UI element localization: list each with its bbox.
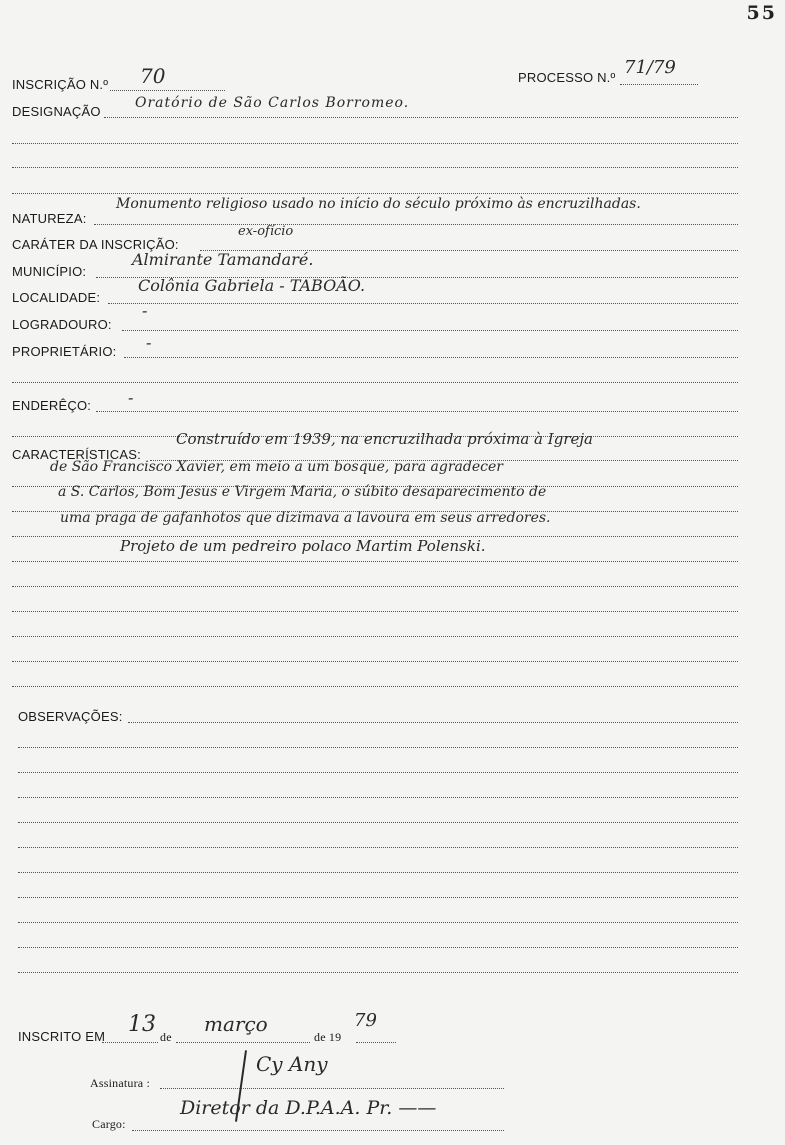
processo-value: 71/79 <box>624 57 676 78</box>
observacoes-line <box>128 722 738 723</box>
blank-line <box>18 797 738 798</box>
cargo-line <box>132 1130 504 1131</box>
blank-line <box>12 611 738 612</box>
assinatura-line <box>160 1088 504 1089</box>
logradouro-line <box>122 330 738 331</box>
mes-line <box>176 1042 310 1043</box>
designacao-value: Oratório de São Carlos Borromeo. <box>135 95 410 111</box>
cargo-value: Diretor da D.P.A.A. Pr. —— <box>180 1097 437 1119</box>
blank-line <box>18 947 738 948</box>
blank-line <box>18 897 738 898</box>
blank-line <box>12 143 738 144</box>
assinatura-label: Assinatura : <box>90 1076 151 1090</box>
blank-line <box>12 686 738 687</box>
caracteristicas-line-5: Projeto de um pedreiro polaco Martim Polenski. <box>120 537 486 555</box>
blank-line <box>12 661 738 662</box>
mes-value: março <box>204 1012 268 1036</box>
cargo-label: Cargo: <box>92 1117 126 1131</box>
proprietario-label: PROPRIETÁRIO: <box>12 344 117 359</box>
logradouro-value: - <box>142 301 148 320</box>
blank-line <box>18 747 738 748</box>
caracteristicas-line-3: a S. Carlos, Bom Jesus e Virgem Maria, o súbito desaparecimento de <box>58 484 547 500</box>
blank-line <box>18 872 738 873</box>
municipio-value: Almirante Tamandaré. <box>132 250 314 269</box>
ano-line <box>356 1042 396 1043</box>
page-number: 55 <box>746 2 777 24</box>
localidade-value: Colônia Gabriela - TABOÃO. <box>138 276 366 295</box>
inscrito-em-label: INSCRITO EM <box>18 1029 106 1044</box>
blank-line <box>18 922 738 923</box>
caracteristicas-line-2: de São Francisco Xavier, em meio a um bosque, para agradecer <box>50 459 503 475</box>
observacoes-label: OBSERVAÇÕES: <box>18 709 123 724</box>
caracteristicas-line <box>12 561 738 562</box>
processo-line <box>620 84 698 85</box>
blank-line <box>12 193 738 194</box>
carater-value: ex-ofício <box>238 224 294 239</box>
localidade-line <box>108 303 738 304</box>
blank-line <box>12 382 738 383</box>
de-label-2: de 19 <box>314 1030 342 1044</box>
inscricao-value: 70 <box>140 64 166 88</box>
caracteristicas-line-4: uma praga de gafanhotos que dizimava a lavoura em seus arredores. <box>60 510 551 526</box>
ano-value: 79 <box>354 1010 377 1031</box>
blank-line <box>18 822 738 823</box>
carater-label: CARÁTER DA INSCRIÇÃO: <box>12 237 179 252</box>
blank-line <box>18 972 738 973</box>
endereco-line <box>96 411 738 412</box>
blank-line <box>12 167 738 168</box>
dia-value: 13 <box>128 1012 156 1037</box>
proprietario-line <box>124 357 738 358</box>
proprietario-value: - <box>146 333 152 352</box>
municipio-label: MUNICÍPIO: <box>12 264 87 279</box>
blank-line <box>18 847 738 848</box>
blank-line <box>12 586 738 587</box>
inscricao-label: INSCRIÇÃO N.º <box>12 77 109 92</box>
caracteristicas-line-1: Construído em 1939, na encruzilhada próxima à Igreja <box>176 430 593 448</box>
natureza-line <box>94 224 738 225</box>
blank-line <box>12 636 738 637</box>
designacao-line <box>104 117 738 118</box>
assinatura-value: Cy Any <box>256 1052 328 1076</box>
processo-label: PROCESSO N.º <box>518 70 616 85</box>
designacao-label: DESIGNAÇÃO <box>12 104 101 119</box>
dia-line <box>102 1042 158 1043</box>
endereco-label: ENDERÊÇO: <box>12 398 92 413</box>
natureza-value: Monumento religioso usado no início do século próximo às encruzilhadas. <box>116 196 641 212</box>
caracteristicas-label: CARACTERÍSTICAS: <box>12 447 141 462</box>
blank-line <box>18 772 738 773</box>
endereco-value: - <box>128 388 134 407</box>
inscricao-line <box>110 90 225 91</box>
localidade-label: LOCALIDADE: <box>12 290 101 305</box>
natureza-label: NATUREZA: <box>12 211 87 226</box>
de-label-1: de <box>160 1030 172 1044</box>
logradouro-label: LOGRADOURO: <box>12 317 112 332</box>
